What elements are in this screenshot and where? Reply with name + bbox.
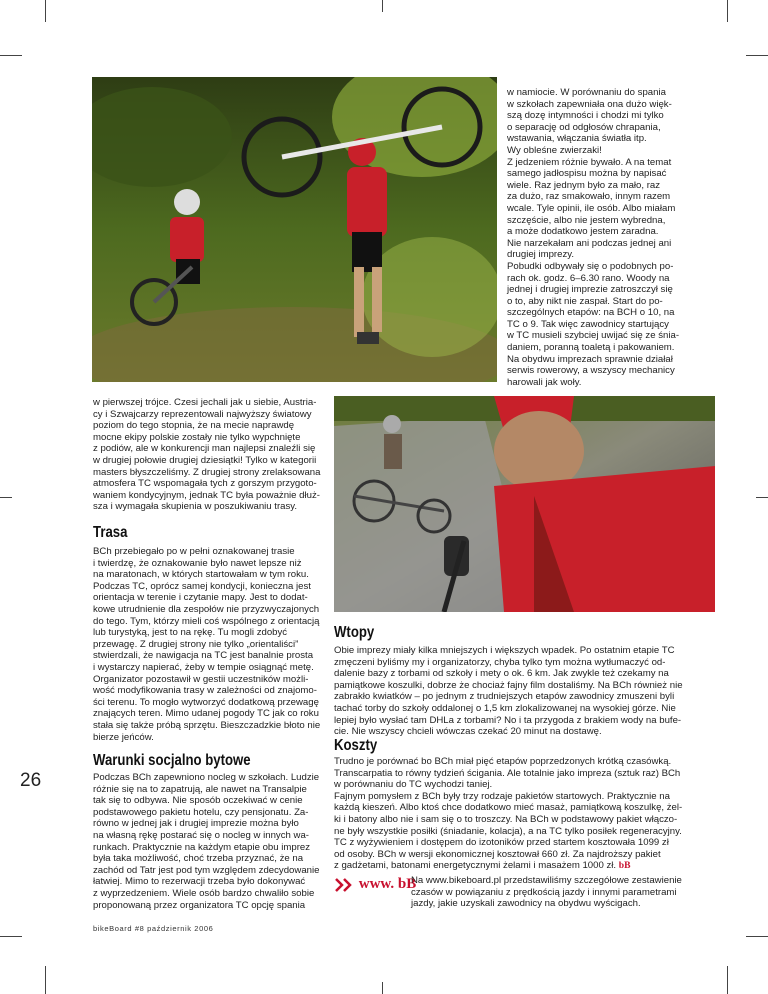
paragraph-text: Trudno je porównać bo BCh miał pięć etapów poprzedzonych krótką czasówką. Transcarpatia to równy tydzień ścigania. Ale totalnie jako impreza (sztuk raz) BCh w porównaniu do TC wychodzi taniej. Fajnym pomysłem z BCh były trzy rodzaje pakietów startowych. Praktycznie na każdą kieszeń. Albo ktoś chce dodatkowo mieć masaż, pamiątkową koszulkę, żel- ki i batony albo nie i sam się o to troszczy. Na BCh w podstawowy pakiet włączo- ne były wszystkie posiłki (śniadanie, kolacja), a na TC tylko posiłek regeneracyjny. TC z wyżywieniem i dostępem do izotoników przed startem kosztowała 1099 zł od osoby. BCh w wersji ekonomicznej kosztował 660 zł. Za najdroższy pakiet z gadżetami, batonami energetycznymi żelami i masażem 1000 zł. [334, 756, 683, 872]
crop-mark [746, 936, 768, 937]
section-koszty-body [334, 756, 716, 872]
section-wtopy-body [334, 645, 716, 738]
paragraph: Obie imprezy miały kilka mniejszych i większych wpadek. Po ostatnim etapie TC zmęczeni byliśmy my i organizatorzy, chyba tylko tym można wytłumaczyć od- dalenie bazy z torbami od szkoły i mety o ok. 6 km. Jak zwykle też czekamy na pamiątkowe koszulki, dobrze że chociaż fajny film dostaliśmy. Na BCh również nie zabrakło kwiatków – po jednym z trudniejszych etapów zawodnicy zmuszeni byli tachać torby do szkoły oddalonej o 1,5 km zlokalizowanej na wysokiej górze. Nie lepiej było wysłać tam DHLa z torbami? No i ta przygoda z brakiem wody na bufe- cie. Nie wszyscy chcieli wówczas czekać 20 minut na dostawę. [334, 645, 683, 738]
text-column-top-right [507, 87, 717, 388]
crop-mark [382, 0, 383, 12]
crop-mark [756, 497, 768, 498]
text-column-left-intro [93, 397, 323, 513]
photo-muddy-rider [334, 396, 715, 612]
end-mark-logo: bB [618, 860, 631, 872]
bikeboard-logo: bB [397, 876, 417, 892]
paragraph [334, 756, 716, 872]
crop-mark [382, 982, 383, 994]
paragraph: w namiocie. W porównaniu do spania w szkołach zapewniała ona dużo więk- szą dozę intymności i chodzi mi tylko o separację od odgłosów chrapania, wstawania, włączania światła itp. Wy obleśne zwierzaki! Z jedzeniem różnie bywało. A na temat samego jadłospisu można by napisać wiele. Raz jednym było za mało, raz za dużo, raz smakowało, innym razem wcale. Tyle opinii, ile osób. Albo miałam szczęście, albo nie jestem wybredna, a może dodatkowo jestem zaradna. Nie narzekałam ani podczas jednej ani drugiej imprezy. Pobudki odbywały się o podobnych po- rach ok. godz. 6–6.30 rano. Woody na jednej i drugiej imprezie zatroszczył się o to, aby nikt nie zaspał. Start do po- szczególnych etapów: na BCH o 10, na TC o 9. Tak więc zawodnicy startujący w TC musieli szybciej uwijać się ze śnia- daniem, poranną toaletą i pakowaniem. Na obydwu imprezach sprawnie działał serwis rowerowy, a wszyscy mechanicy harowali jak woły. [507, 87, 680, 388]
photo-riders-carrying-bikes [92, 77, 497, 382]
footer: bikeBoard #8 październik 2006 [93, 924, 214, 933]
heading-warunki: Warunki socjalno bytowe [93, 752, 251, 769]
paragraph: BCh przebiegało po w pełni oznakowanej trasie i twierdzę, że oznakowanie było nawet lepsze niż na maratonach, w których startowałam w tym roku. Podczas TC, oprócz samej kondycji, konieczna jest orientacja w terenie i czytanie mapy. Jest to dodat- kowe utrudnienie dla zespołów nie przyzwyczajonych do tego. Tym, którzy mieli coś wspólnego z orientacją lub turystyką, jest to na rękę. Tu mogli zdobyć przewagę. Z drugiej strony nie tylko „orientaliści” stwierdzali, że nawigacja na TC jest banalnie prosta i wystarczy napierać, żeby w tempie osiągnąć metę. Organizator pozostawił w gestii uczestników możli- wość modyfikowania trasy w zależności od znajomo- ści terenu. To mogło wytworzyć dodatkową przewagę znających teren. Mimo udanej pogody TC jak co roku stała się także próbą sprzętu. Bieszczadzkie błoto nie bierze jeńców. [93, 546, 321, 743]
heading-wtopy: Wtopy [334, 624, 375, 641]
www-note [411, 875, 711, 910]
heading-trasa: Trasa [93, 524, 128, 541]
www-text: www. [358, 876, 395, 892]
crop-mark [45, 0, 46, 22]
crop-mark [45, 966, 46, 994]
crop-mark [727, 966, 728, 994]
crop-mark [0, 497, 12, 498]
paragraph: Na www.bikeboard.pl przedstawiliśmy szczegółowe zestawienie czasów w powiązaniu z prędkością jazdy i innymi parametrami jazdy, jakie uzyskali zawodnicy na obydwu wyścigach. [411, 875, 682, 910]
www-label [335, 876, 416, 893]
crop-mark [0, 936, 22, 937]
heading-koszty: Koszty [334, 737, 378, 754]
crop-mark [0, 55, 22, 56]
page-number: 26 [20, 770, 42, 791]
crop-mark [746, 55, 768, 56]
paragraph: w pierwszej trójce. Czesi jechali jak u siebie, Austria- cy i Szwajcarzy reprezentowali najwyższy światowy poziom do tego stopnia, że na mecie naprawdę mocne ekipy polskie zostały nie tylko wypchnięte z podiów, ale w konkurencji man najlepsi znaleźli się w drugiej połowie drugiej dziesiątki! Tylko w kategorii masters błyszczeliśmy. Z drugiej strony zrelaksowana atmosfera TC wspomagała tych z gorszym przygoto- waniem kondycyjnym, jednak TC była poważnie dłuż- sza i wymagała skupienia w poszukiwaniu trasy. [93, 397, 321, 513]
section-warunki-body [93, 772, 323, 911]
section-trasa-body [93, 546, 323, 743]
paragraph: Podczas BCh zapewniono nocleg w szkołach. Ludzie różnie się na to zapatrują, ale nawet na Transalpie tak się to odbywa. Nie sposób oczekiwać w cenie podstawowego pakietu hotelu, czy pensjonatu. Za- równo w jednej jak i drugiej imprezie można było na własną rękę postarać się o nocleg w innych wa- runkach. Praktycznie na każdym etapie obu imprez była taka możliwość, choć trzeba przyznać, że na zachód od Tatr jest pod tym względem zdecydowanie łatwiej. Mimo to rezerwacji trzeba było dokonywać z wyprzedzeniem. Wiele osób bardzo chwaliło sobie proponowaną przez organizatora TC opcję spania [93, 772, 320, 911]
double-chevron-right-icon [335, 878, 355, 892]
crop-mark [727, 0, 728, 22]
